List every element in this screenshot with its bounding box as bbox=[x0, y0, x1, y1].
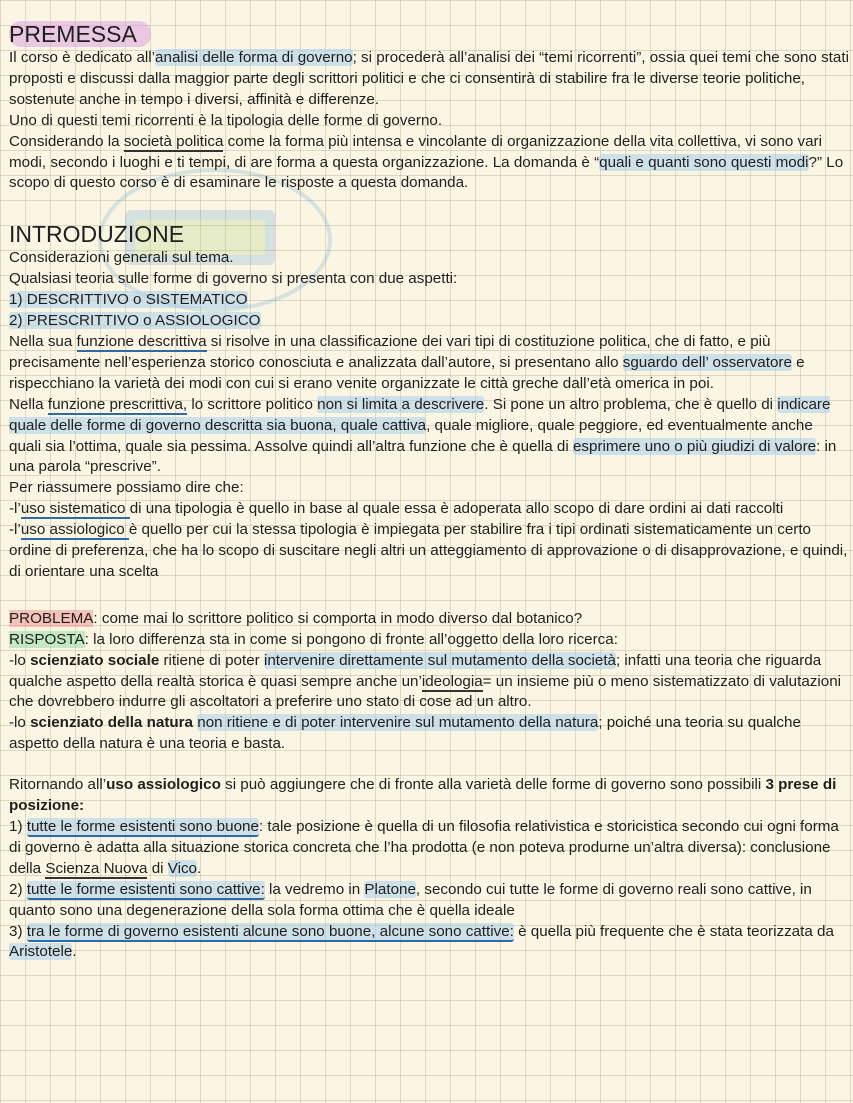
highlight: Vico bbox=[167, 859, 198, 877]
intro-line-3: 1) DESCRITTIVO o SISTEMATICO bbox=[9, 291, 248, 309]
document-page bbox=[9, 20, 849, 963]
risposta-label: RISPOSTA bbox=[9, 630, 85, 648]
highlight: intervenire direttamente sul mutamento della società bbox=[263, 651, 616, 669]
heading-introduzione-label: INTRODUZIONE bbox=[9, 221, 185, 248]
intro-prescrittiva: Nella funzione prescrittiva, lo scrittore politico non si limita a descrivere. Si pone un altro problema, che è quello di indicare quale delle forme di governo descritta sia buona, quale cattiva, quale migliore, quale peggiore, ed eventualmente anche quali sia l’ottima, quale sia pessima. Assolve quindi all’altra funzione che è quella di esprimere uno o più giudizi di valore: in una parola “prescrive”. bbox=[9, 395, 837, 476]
problema-label: PROBLEMA bbox=[9, 609, 94, 627]
highlight: analisi delle forma di governo bbox=[155, 49, 353, 66]
intro-riassumere: Per riassumere possiamo dire che: bbox=[9, 479, 244, 497]
highlight: indicare quale delle forme di governo descritta sia buona, quale cattiva bbox=[9, 395, 831, 434]
section-ritornando bbox=[9, 775, 849, 963]
highlight: sguardo dell’ osservatore bbox=[622, 353, 792, 371]
underline: funzione prescrittiva, bbox=[47, 395, 188, 413]
highlight: Platone bbox=[364, 880, 416, 898]
heading-premessa bbox=[9, 20, 151, 48]
underline: uso assiologico bbox=[20, 521, 129, 539]
highlight: quali e quanti sono questi modi bbox=[599, 153, 809, 171]
section-problema bbox=[9, 609, 849, 755]
underline: tra le forme di governo esistenti alcune sono buone, alcune sono cattive: bbox=[26, 922, 514, 940]
premessa-paragraph-3: Considerando la società politica come la forma più intensa e vincolante di organizzazione della vita collettiva, vi sono vari modi, secondo i luoghi e ti tempi, di are forma a questa organizzazione. La domanda è “quali e quanti sono questi modi?” Lo scopo di questo corso è di esaminare le risposte a questa domanda. bbox=[9, 132, 844, 192]
highlight: Aristotele bbox=[9, 943, 73, 961]
scienziato-natura: -lo scienziato della natura non ritiene e di poter intervenire sul mutamento della natura; poiché una teoria su qualche aspetto della natura è una teoria e basta. bbox=[9, 714, 801, 753]
problema-line: PROBLEMA: come mai lo scrittore politico si comporta in modo diverso dal botanico? bbox=[9, 609, 583, 627]
risposta-line: RISPOSTA: la loro differenza sta in come si pongono di fronte all’oggetto della loro ricerca: bbox=[9, 630, 618, 648]
intro-uso-sistematico: -l’uso sistematico di una tipologia è quello in base al quale essa è adoperata allo scopo di dare ordini ai dati raccolti bbox=[9, 500, 784, 518]
underline: uso sistematico bbox=[20, 500, 130, 518]
intro-descrittiva: Nella sua funzione descrittiva si risolve in una classificazione dei vari tipi di costituzione politica, che di fatto, e più precisamente nell’esperienza storico conosciuta e analizzata dall’autore, si presentano allo sguardo dell’ osservatore e rispecchiano la varietà dei modi con cui si erano venite organizzate le città greche dall’età omerica in poi. bbox=[9, 332, 805, 392]
underline: ideologia bbox=[421, 672, 483, 690]
section-premessa bbox=[9, 20, 849, 194]
intro-uso-assiologico: -l’uso assiologico è quello per cui la stessa tipologia è impiegata per stabilire fra i tipi ordinati sistematicamente un certo ordine di preferenza, che ha lo scopo di suscitare negli altri un atteggiamento di approvazione o di disapprovazione, e quindi, di orientare una scelta bbox=[9, 521, 848, 580]
underline: società politica bbox=[123, 132, 224, 150]
underline: tutte le forme esistenti sono buone bbox=[26, 818, 259, 835]
premessa-paragraph-1: Il corso è dedicato all’analisi delle forma di governo; si procederà all’analisi dei “temi ricorrenti”, ossia quei temi che sono stati proposti e discussi dalla maggior parte degli scrittori politici e che ci consentirà di stabilire fra le diverse teorie politiche, sostenute anche in tempo i diversi, affinità e differenze. bbox=[9, 49, 849, 108]
underline: tutte le forme esistenti sono cattive: bbox=[26, 880, 265, 898]
underline: Scienza Nuova bbox=[45, 859, 148, 877]
intro-line-1: Considerazioni generali sul tema. bbox=[9, 249, 234, 267]
intro-line-4: 2) PRESCRITTIVO o ASSIOLOGICO bbox=[9, 312, 261, 330]
premessa-paragraph-2: Uno di questi temi ricorrenti è la tipologia delle forme di governo. bbox=[9, 111, 443, 129]
highlight: non ritiene e di poter intervenire sul mutamento della natura bbox=[197, 714, 599, 732]
heading-premessa-label: PREMESSA bbox=[9, 21, 151, 47]
highlight: esprimere uno o più giudizi di valore bbox=[572, 437, 817, 455]
posizione-3: 3) tra le forme di governo esistenti alcune sono buone, alcune sono cattive: è quella più frequente che è stata teorizzata da Aristotele. bbox=[9, 922, 834, 961]
section-introduzione bbox=[9, 220, 849, 583]
ritornando-intro: Ritornando all’uso assiologico si può aggiungere che di fronte alla varietà delle forme di governo sono possibili 3 prese di posizione: bbox=[9, 776, 837, 815]
posizione-2: 2) tutte le forme esistenti sono cattive: la vedremo in Platone, secondo cui tutte le forme di governo reali sono cattive, in quanto sono una degenerazione della sola forma ottima che è quella ideale bbox=[9, 880, 812, 919]
scienziato-sociale: -lo scienziato sociale ritiene di poter intervenire direttamente sul mutamento della società; infatti una teoria che riguarda qualche aspetto della realtà storica è quasi sempre anche un’ideologia= un insieme più o meno sistematizzato di valutazioni che dovrebbero indurre gli ascoltatori a preferire uno stato di cose ad un altro. bbox=[9, 651, 842, 711]
posizione-1: 1) tutte le forme esistenti sono buone: tale posizione è quella di un filosofia relativistica e storicistica secondo cui ogni forma di governo è adatta alla situazione storica concreta che l’ha prodotta (e non poteva produrne un’altra diversa): conclusione della Scienza Nuova di Vico. bbox=[9, 818, 839, 877]
intro-line-2: Qualsiasi teoria sulle forme di governo si presenta con due aspetti: bbox=[9, 270, 458, 288]
underline: funzione descrittiva bbox=[76, 332, 207, 350]
highlight: non si limita a descrivere bbox=[317, 395, 485, 413]
heading-introduzione bbox=[9, 220, 184, 248]
